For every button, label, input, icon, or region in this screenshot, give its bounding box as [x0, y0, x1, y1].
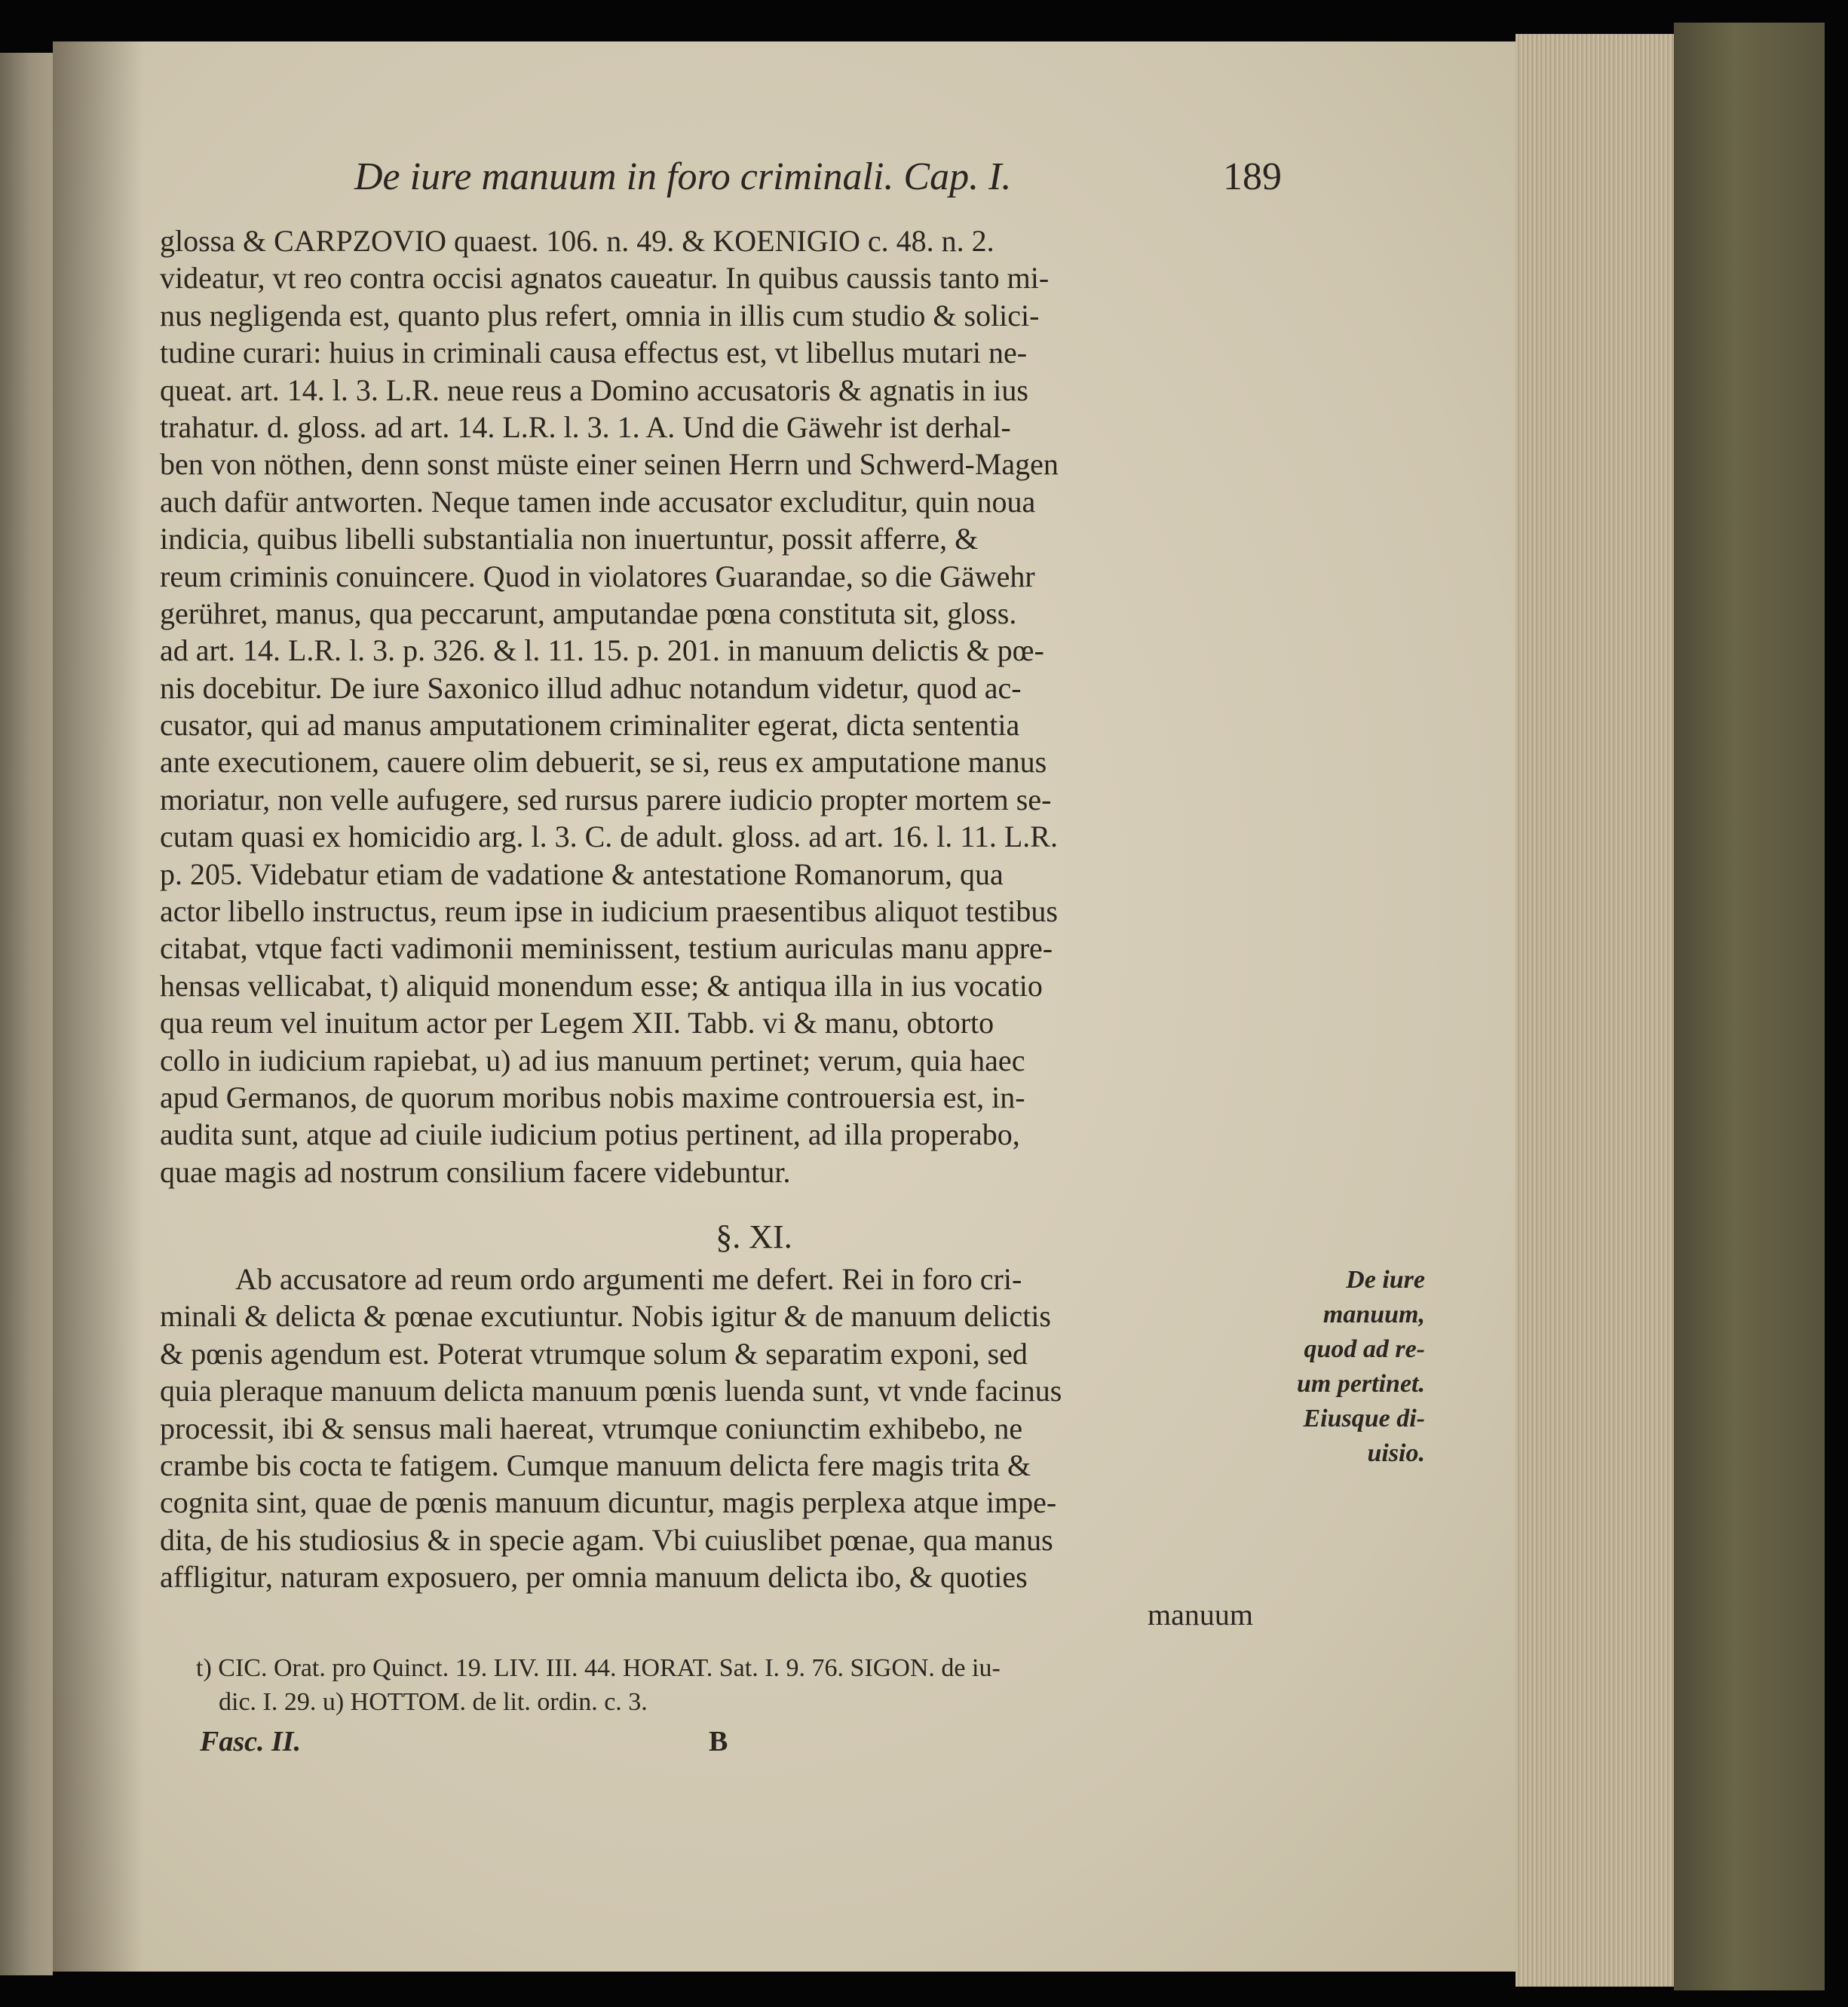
signature-letter: B — [709, 1726, 728, 1757]
body-line: glossa & CARPZOVIO quaest. 106. n. 49. & KOENIGIO c. 48. n. 2. — [160, 224, 994, 258]
body-line: nis docebitur. De iure Saxonico illud adhuc notandum videtur, quod ac- — [160, 670, 1022, 705]
signature-mark: Fasc. II. — [200, 1726, 302, 1757]
body-line: moriatur, non velle aufugere, sed rursus parere iudicio propter mortem se- — [160, 782, 1052, 817]
book-cover — [1674, 23, 1825, 1990]
body-line: collo in iudicium rapiebat, u) ad ius manuum pertinet; verum, quia haec — [160, 1043, 1025, 1077]
body-line: indicia, quibus libelli substantialia non inuertuntur, possit afferre, & — [160, 522, 979, 556]
body-line: quae magis ad nostrum consilium facere videbuntur. — [160, 1154, 791, 1189]
section-heading: §. XI. — [716, 1218, 792, 1255]
body-line: hensas vellicabat, t) aliquid monendum esse; & antiqua illa in ius vocatio — [160, 968, 1043, 1003]
body-line: cusator, qui ad manus amputationem criminaliter egerat, dicta sententia — [160, 708, 1020, 743]
section-line: Ab accusatore ad reum ordo argumenti me defert. Rei in foro cri- — [235, 1262, 1022, 1296]
body-line: qua reum vel inuitum actor per Legem XII. Tabb. vi & manu, obtorto — [160, 1006, 994, 1040]
body-line: tudine curari: huius in criminali causa effectus est, vt libellus mutari ne- — [160, 336, 1028, 370]
marginal-line: Eiusque di- — [1303, 1405, 1425, 1432]
marginal-line: quod ad re- — [1304, 1335, 1425, 1363]
footnote-line: dic. I. 29. u) HOTTOM. de lit. ordin. c. 3. — [219, 1688, 648, 1716]
body-line: actor libello instructus, reum ipse in iudicium praesentibus aliquot testibus — [160, 894, 1058, 929]
body-line: ben von nöthen, denn sonst müste einer seinen Herrn und Schwerd-Magen — [160, 447, 1059, 482]
body-line: apud Germanos, de quorum moribus nobis maxime controuersia est, in- — [160, 1080, 1025, 1114]
body-line: audita sunt, atque ad ciuile iudicium potius pertinent, ad illa properabo, — [160, 1117, 1020, 1152]
running-head — [354, 155, 1282, 207]
catchword: manuum — [1148, 1597, 1253, 1632]
body-line: ante executionem, cauere olim debuerit, se si, reus ex amputatione manus — [160, 745, 1047, 780]
marginal-line: um pertinet. — [1296, 1370, 1425, 1398]
body-line: citabat, vtque facti vadimonii meminissent, testium auriculas manu appre- — [160, 931, 1053, 966]
body-line: cutam quasi ex homicidio arg. l. 3. C. de adult. gloss. ad art. 16. l. 11. L.R. — [160, 820, 1058, 854]
body-line: trahatur. d. gloss. ad art. 14. L.R. l. 3. 1. A. Und die Gäwehr ist derhal- — [160, 409, 1011, 444]
section-line: affligitur, naturam exposuero, per omnia manuum delicta ibo, & quoties — [160, 1560, 1028, 1595]
footnote-line: t) CIC. Orat. pro Quinct. 19. LIV. III. 44. HORAT. Sat. I. 9. 76. SIGON. de iu- — [196, 1654, 1001, 1682]
section-line: minali & delicta & pœnae excutiuntur. Nobis igitur & de manuum delictis — [160, 1299, 1051, 1334]
running-title: De iure manuum in foro criminali. Cap. I. — [354, 155, 1012, 198]
marginal-line: uisio. — [1367, 1439, 1425, 1467]
body-text — [160, 222, 1261, 1190]
marginal-line: manuum, — [1322, 1301, 1425, 1328]
body-line: gerühret, manus, qua peccarunt, amputandae pœna constituta sit, gloss. — [160, 596, 1017, 630]
section-line: cognita sint, quae de pœnis manuum dicuntur, magis perplexa atque impe- — [160, 1485, 1057, 1520]
page-number: 189 — [1223, 155, 1282, 198]
marginal-note — [1267, 1263, 1425, 1471]
body-line: ad art. 14. L.R. l. 3. p. 326. & l. 11. 15. p. 201. in manuum delictis & pœ- — [160, 633, 1044, 668]
section-line: crambe bis cocta te fatigem. Cumque manuum delicta fere magis trita & — [160, 1448, 1031, 1482]
body-line: queat. art. 14. l. 3. L.R. neue reus a Domino accusatoris & agnatis in ius — [160, 372, 1028, 407]
body-line: reum criminis conuincere. Quod in violatores Guarandae, so die Gäwehr — [160, 559, 1035, 593]
section-line: & pœnis agendum est. Poterat vtrumque solum & separatim exponi, sed — [160, 1336, 1028, 1371]
body-line: auch dafür antworten. Neque tamen inde accusator excluditur, quin noua — [160, 484, 1036, 519]
body-line: videatur, vt reo contra occisi agnatos caueatur. In quibus caussis tanto mi- — [160, 261, 1050, 296]
section-line: quia pleraque manuum delicta manuum pœnis luenda sunt, vt vnde facinus — [160, 1374, 1062, 1408]
section-text — [160, 1261, 1261, 1633]
gutter-shadow — [53, 41, 143, 1972]
fore-edge — [1515, 34, 1674, 1987]
facing-page-edge — [0, 53, 53, 1975]
body-line: nus negligenda est, quanto plus refert, omnia in illis cum studio & solici- — [160, 298, 1040, 332]
footnotes — [196, 1651, 1267, 1719]
section-line: dita, de his studiosius & in specie agam. Vbi cuiuslibet pœnae, qua manus — [160, 1522, 1053, 1557]
marginal-line: De iure — [1346, 1266, 1425, 1294]
section-line: processit, ibi & sensus mali haereat, vtrumque coniunctim exhibebo, ne — [160, 1411, 1023, 1445]
body-line: p. 205. Videbatur etiam de vadatione & antestatione Romanorum, qua — [160, 856, 1004, 891]
